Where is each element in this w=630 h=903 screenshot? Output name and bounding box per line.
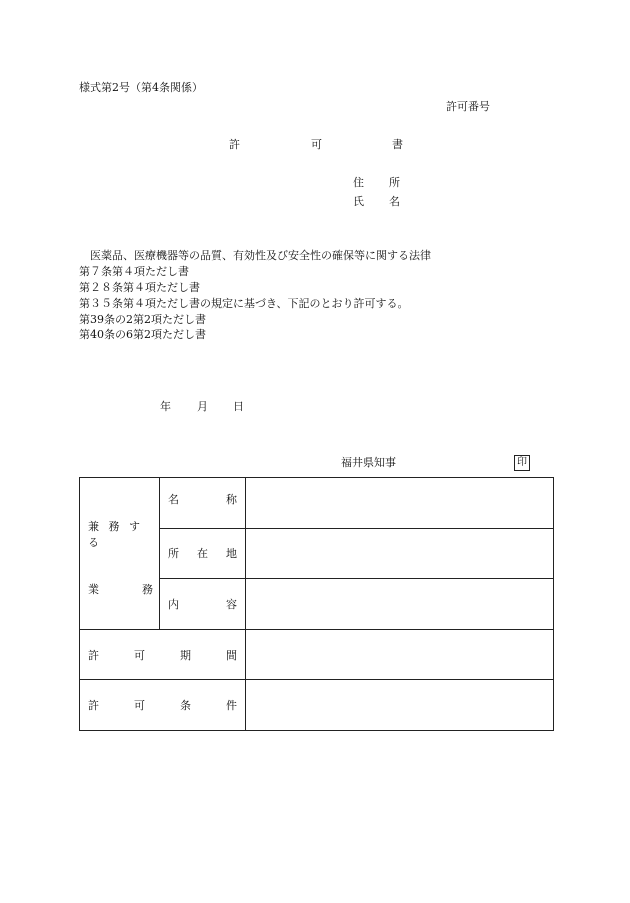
address-label-2: 所 <box>389 176 400 189</box>
content-label-cell <box>160 579 246 630</box>
duties-label-2: 務 <box>142 583 153 596</box>
name-label-cell <box>160 478 246 529</box>
period-char-3: 期 <box>180 648 191 662</box>
date-day: 日 <box>233 400 244 413</box>
date-year: 年 <box>160 400 171 413</box>
content-char-1: 内 <box>168 597 179 611</box>
location-char-2: 在 <box>197 547 208 561</box>
table-row <box>80 680 554 731</box>
permit-period-value-cell[interactable] <box>246 629 554 680</box>
body-line-6: 第40条の6第2項ただし書 <box>79 328 206 341</box>
conditions-char-1: 許 <box>88 699 99 713</box>
form-number: 様式第2号（第4条関係） <box>79 81 203 94</box>
content-value-cell[interactable] <box>246 579 554 630</box>
conditions-char-3: 条 <box>180 699 191 713</box>
body-line-4: 第３５条第４項ただし書の規定に基づき、下記のとおり許可する。 <box>79 297 409 310</box>
conditions-char-2: 可 <box>134 699 145 713</box>
location-label-cell <box>160 528 246 579</box>
concurrent-duties-label-cell <box>80 478 160 630</box>
issuer-title: 福井県知事 <box>341 456 396 469</box>
title-char-2: 可 <box>311 138 322 151</box>
permit-details-table <box>79 477 554 731</box>
period-char-2: 可 <box>134 648 145 662</box>
conditions-char-4: 件 <box>226 699 237 713</box>
name-value-cell[interactable] <box>246 478 554 529</box>
table-row <box>80 629 554 680</box>
title-char-1: 許 <box>229 138 240 151</box>
location-char-3: 地 <box>226 547 237 561</box>
date-month: 月 <box>197 400 208 413</box>
concurrent-duties-label: 兼 務 す る <box>88 520 143 549</box>
period-char-1: 許 <box>88 648 99 662</box>
location-char-1: 所 <box>168 547 179 561</box>
body-line-1: 医薬品、医療機器等の品質、有効性及び安全性の確保等に関する法律 <box>90 249 431 262</box>
permit-conditions-label-cell <box>80 680 246 731</box>
location-value-cell[interactable] <box>246 528 554 579</box>
address-label-1: 住 <box>353 176 364 189</box>
permit-number-label: 許可番号 <box>446 100 490 113</box>
permit-period-label-cell <box>80 629 246 680</box>
name-char-1: 名 <box>168 492 179 506</box>
duties-label-1: 業 <box>88 583 99 596</box>
body-line-5: 第39条の2第2項ただし書 <box>79 313 206 326</box>
body-line-3: 第２８条第４項ただし書 <box>79 281 200 294</box>
content-char-2: 容 <box>226 597 237 611</box>
title-char-3: 書 <box>392 138 403 151</box>
seal-box: 印 <box>514 455 530 471</box>
name-char-2: 称 <box>226 492 237 506</box>
permit-conditions-value-cell[interactable] <box>246 680 554 731</box>
body-line-2: 第７条第４項ただし書 <box>79 265 189 278</box>
period-char-4: 間 <box>226 648 237 662</box>
name-label-2: 名 <box>389 195 400 208</box>
table-row <box>80 478 554 529</box>
name-label-1: 氏 <box>353 195 364 208</box>
